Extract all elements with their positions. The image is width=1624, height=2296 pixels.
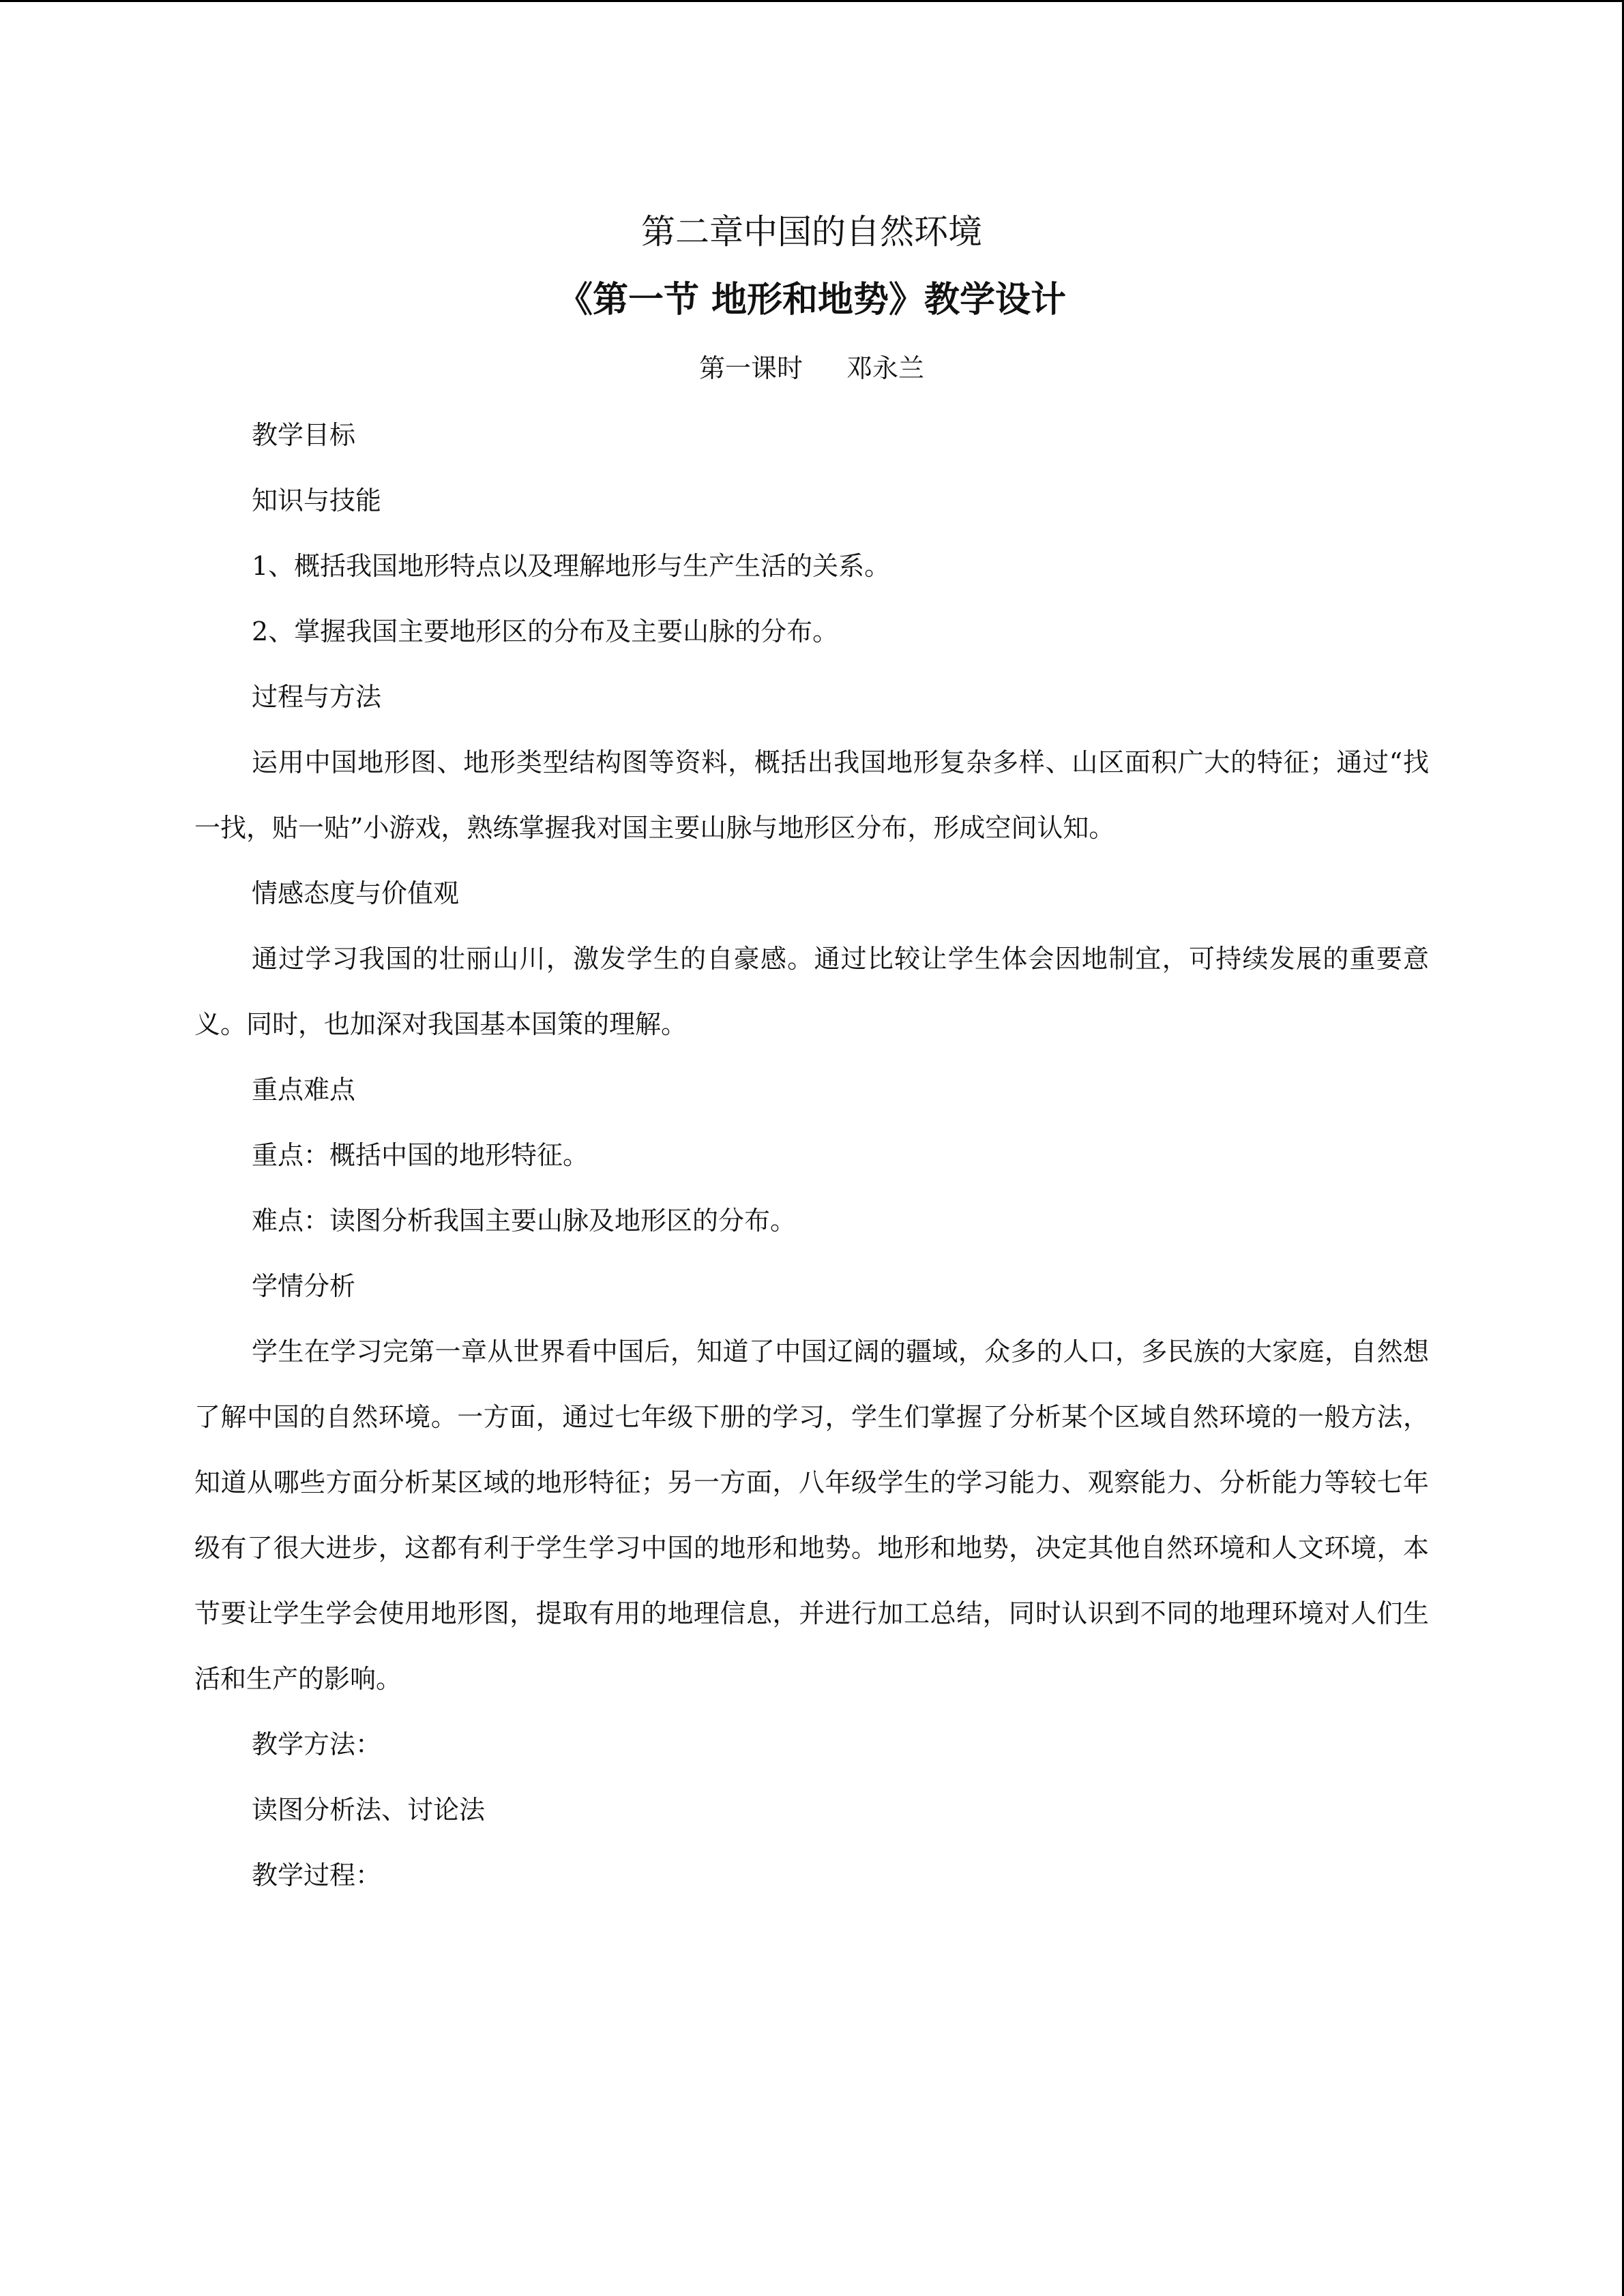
knowledge-item-1: 1、概括我国地形特点以及理解地形与生产生活的关系。 xyxy=(252,551,891,581)
knowledge-item-2: 2、掌握我国主要地形区的分布及主要山脉的分布。 xyxy=(252,616,839,646)
section-title: 《第一节 地形和地势》教学设计 xyxy=(557,279,1067,320)
difficulty-line: 难点：读图分析我国主要山脉及地形区的分布。 xyxy=(252,1206,797,1236)
author-name: 邓永兰 xyxy=(846,353,925,383)
knowledge-heading: 知识与技能 xyxy=(252,486,382,516)
keypoint-line: 重点：概括中国的地形特征。 xyxy=(252,1140,589,1170)
lesson-meta xyxy=(194,334,1429,402)
chapter-title: 第二章中国的自然环境 xyxy=(641,212,982,252)
emotion-paragraph: 通过学习我国的壮丽山川，激发学生的自豪感。通过比较让学生体会因地制宜，可持续发展的重要意义。同时，也加深对我国基本国策的理解。 xyxy=(194,944,1429,1039)
process-heading: 过程与方法 xyxy=(252,682,382,712)
methods-heading: 教学方法： xyxy=(252,1729,382,1759)
methods-line: 读图分析法、讨论法 xyxy=(252,1795,486,1825)
emotion-heading: 情感态度与价值观 xyxy=(252,878,460,908)
teaching-process-heading: 教学过程： xyxy=(252,1860,382,1890)
page-top-border xyxy=(0,0,1624,2)
process-paragraph: 运用中国地形图、地形类型结构图等资料，概括出我国地形复杂多样、山区面积广大的特征；通过“找一找，贴一贴”小游戏，熟练掌握我对国主要山脉与地形区分布，形成空间认知。 xyxy=(194,747,1429,843)
keypoints-heading: 重点难点 xyxy=(252,1075,356,1105)
document-page xyxy=(194,198,1429,1908)
analysis-paragraph: 学生在学习完第一章从世界看中国后，知道了中国辽阔的疆域，众多的人口，多民族的大家庭，自然想了解中国的自然环境。一方面，通过七年级下册的学习，学生们掌握了分析某个区域自然环境的一般方法，知道从哪些方面分析某区域的地形特征；另一方面，八年级学生的学习能力、观察能力、分析能力等较七年级有了很大进步，这都有利于学生学习中国的地形和地势。地形和地势，决定其他自然环境和人文环境，本节要让学生学会使用地形图，提取有用的地理信息，并进行加工总结，同时认识到不同的地理环境对人们生活和生产的影响。 xyxy=(194,1337,1429,1694)
objectives-heading: 教学目标 xyxy=(252,420,356,450)
lesson-label: 第一课时 xyxy=(698,353,803,383)
analysis-heading: 学情分析 xyxy=(252,1271,356,1301)
